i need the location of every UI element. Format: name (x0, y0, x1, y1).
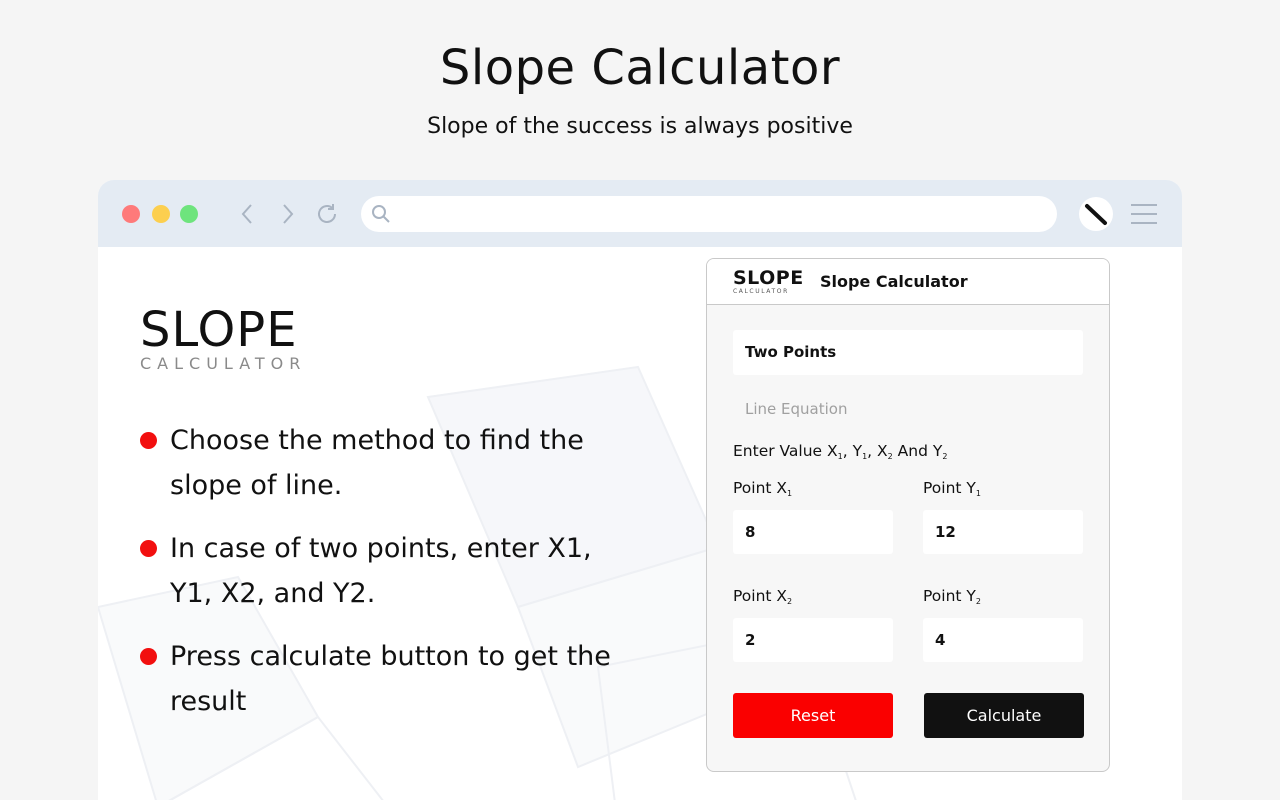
reset-button[interactable]: Reset (733, 693, 893, 738)
search-icon (371, 204, 391, 224)
maximize-window-dot[interactable] (180, 205, 198, 223)
instructions-list (140, 418, 620, 742)
enter-values-label: Enter Value $X_1$, $Y_1$, $X_2$ And $Y_2$ (733, 442, 948, 461)
bullet-dot-icon (140, 648, 157, 665)
page-subtitle: Slope of the success is always positive (427, 114, 853, 139)
page-title: Slope Calculator (439, 40, 841, 96)
reload-icon[interactable] (313, 200, 341, 228)
method-option-line-equation[interactable]: Line Equation (745, 400, 848, 418)
browser-toolbar (98, 180, 1182, 247)
widget-logo: SLOPE CALCULATOR (733, 267, 804, 295)
calculate-button[interactable]: Calculate (924, 693, 1084, 738)
close-window-dot[interactable] (122, 205, 140, 223)
widget-header (707, 259, 1109, 305)
list-item: Press calculate button to get the result (140, 634, 620, 724)
point-y2-label: Point $Y_2$ (923, 587, 981, 606)
point-y2-input[interactable]: 4 (923, 618, 1083, 662)
point-x2-input[interactable]: 2 (733, 618, 893, 662)
list-item: Choose the method to find the slope of line. (140, 418, 620, 508)
point-x1-input[interactable]: 8 (733, 510, 893, 554)
point-y1-label: Point $Y_1$ (923, 479, 981, 498)
point-y1-input[interactable]: 12 (923, 510, 1083, 554)
extension-slope-icon[interactable] (1079, 197, 1113, 231)
bullet-dot-icon (140, 432, 157, 449)
browser-window (98, 180, 1182, 800)
minimize-window-dot[interactable] (152, 205, 170, 223)
point-x2-label: Point $X_2$ (733, 587, 793, 606)
slope-calculator-logo: SLOPE CALCULATOR (140, 302, 307, 373)
address-bar[interactable] (361, 196, 1057, 232)
back-icon[interactable] (234, 200, 262, 228)
menu-icon[interactable] (1130, 202, 1158, 226)
widget-title: Slope Calculator (820, 272, 968, 291)
point-x1-label: Point $X_1$ (733, 479, 793, 498)
bullet-dot-icon (140, 540, 157, 557)
method-option-two-points[interactable]: Two Points (733, 330, 1083, 375)
list-item: In case of two points, enter X1, Y1, X2, and Y2. (140, 526, 620, 616)
slope-calculator-widget (706, 258, 1110, 772)
forward-icon[interactable] (273, 200, 301, 228)
